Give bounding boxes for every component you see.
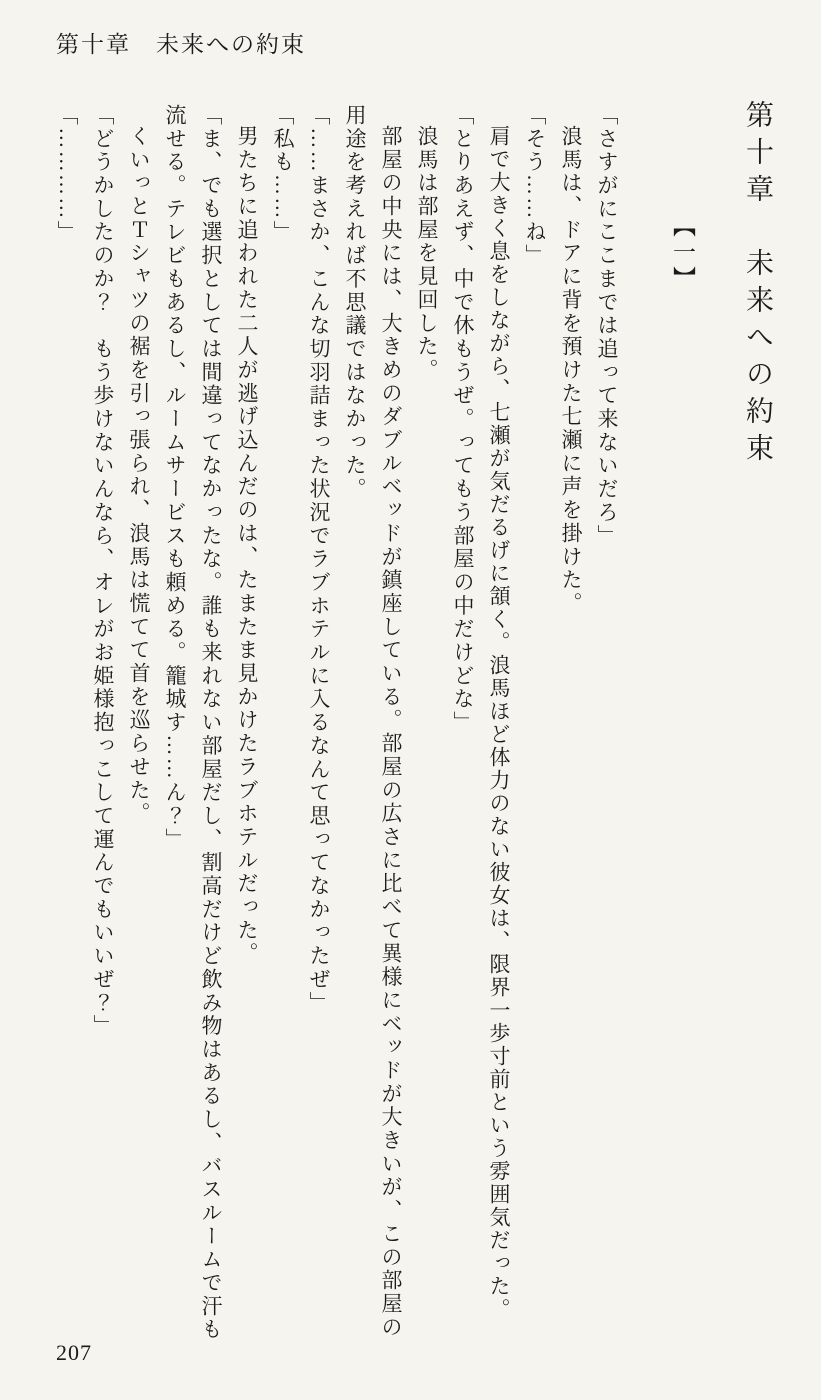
paragraph: 肩で大きく息をしながら、七瀬が気だるげに頷く。浪馬ほど体力のない彼女は、限界一歩寸前という雰囲気だった。: [487, 125, 511, 1321]
section-marker: 【一】: [670, 214, 695, 292]
paragraph: 浪馬は部屋を見回した。: [415, 125, 439, 382]
paragraph: 「ま、でも選択としては間違ってなかったな。誰も来れない部屋だし、割高だけど飲み物はあるし、バスルームで汗も流せる。テレビもあるし、ルームサービスも頼める。籠城す……ん？」: [163, 104, 223, 1342]
paragraph: 「…………」: [55, 104, 79, 245]
paragraph: 「とりあえず、中で休もうぜ。ってもう部屋の中だけどな」: [451, 104, 475, 735]
paragraph: 「さすがにここまでは追って来ないだろ」: [595, 104, 619, 548]
page-number: 207: [56, 1340, 92, 1365]
paragraph: くいっとＴシャツの裾を引っ張られ、浪馬は慌てて首を巡らせた。: [127, 125, 151, 826]
running-header: 第十章 未来への約束: [56, 32, 306, 57]
paragraph: 「そう……ね」: [523, 104, 547, 268]
paragraph: 「……まさか、こんな切羽詰まった状況でラブホテルに入るなんて思ってなかったぜ」: [307, 104, 331, 1015]
chapter-title: 第十章 未来への約束: [742, 100, 773, 470]
paragraph: 浪馬は、ドアに背を預けた七瀬に声を掛けた。: [559, 125, 583, 616]
paragraph: 部屋の中央には、大きめのダブルベッドが鎮座している。部屋の広さに比べて異様にベッドが大きいが、この部屋の用途を考えれば不思議ではなかった。: [343, 104, 403, 1340]
paragraph: 「私も……」: [271, 104, 295, 245]
text-columns: [49, 104, 625, 1348]
paragraph: 「どうかしたのか？ もう歩けないんなら、オレがお姫様抱っこして運んでもいいぜ？」: [91, 104, 115, 1038]
paragraph: 男たちに追われた二人が逃げ込んだのは、たまたま見かけたラブホテルだった。: [235, 125, 259, 966]
